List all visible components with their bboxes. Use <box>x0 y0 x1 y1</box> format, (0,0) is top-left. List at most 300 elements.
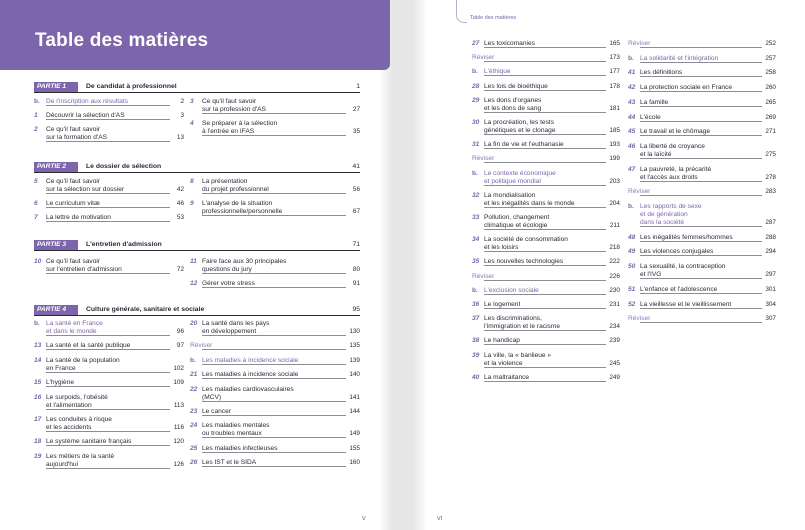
entry-title-line: Ce qu'il faut savoir <box>46 258 101 265</box>
entry-title-line: La maltraitance <box>484 373 530 381</box>
entry-rule <box>640 195 762 196</box>
chapter-number: 18 <box>34 438 42 446</box>
entry-page: 269 <box>765 113 776 121</box>
entry-rule <box>46 119 170 120</box>
entry-rule <box>640 121 762 122</box>
entry-title-line: La fin de vie et l'euthanasie <box>484 141 564 149</box>
entry-page: 260 <box>765 84 776 92</box>
part-badge: PARTIE 3 <box>34 240 78 250</box>
chapter-number: 25 <box>190 444 198 452</box>
entry-title-line: Les nouvelles technologies <box>484 258 564 266</box>
entry-rule <box>202 135 346 136</box>
toc-chapter-entry[interactable] <box>34 258 184 274</box>
entry-title-line: Réviser <box>628 40 651 47</box>
chapter-number: 47 <box>628 165 636 173</box>
entry-rule <box>202 401 346 402</box>
entry-page: 283 <box>765 188 776 196</box>
toc-chapter-entry[interactable] <box>472 119 620 135</box>
entry-title-line: Les toxicomanies <box>484 40 535 47</box>
entry-title-line: professionnelle/personnelle <box>202 208 283 215</box>
entry-rule <box>46 445 170 446</box>
page-number-left: V <box>362 516 366 522</box>
toc-chapter-entry[interactable] <box>190 258 360 274</box>
entry-title <box>202 422 338 438</box>
entry-page: 102 <box>173 364 184 372</box>
toc-chapter-entry[interactable] <box>628 263 776 279</box>
toc-chapter-entry[interactable] <box>472 315 620 331</box>
entry-page: 27 <box>352 106 360 113</box>
chapter-number: 40 <box>472 373 480 381</box>
entry-rule <box>202 273 346 274</box>
left-page <box>0 0 393 530</box>
toc-chapter-entry[interactable] <box>190 320 360 336</box>
toc-theme-entry[interactable] <box>628 203 776 227</box>
entry-title-line: Le travail et le chômage <box>640 128 711 136</box>
entry-title-line: La société de consommation <box>484 236 568 244</box>
entry-title-line: La mondialisation <box>484 191 536 199</box>
entry-page: 297 <box>765 271 776 279</box>
chapter-number: 51 <box>628 285 636 293</box>
chapter-number: 38 <box>472 337 480 345</box>
chapter-number: 42 <box>628 84 636 92</box>
entry-title-line: Réviser <box>190 342 213 350</box>
entry-title-line: La lettre de motivation <box>46 214 111 221</box>
entry-page: 135 <box>349 342 360 350</box>
entry-page: 35 <box>352 128 360 135</box>
part-badge: PARTIE 4 <box>34 305 78 315</box>
theme-marker: b. <box>472 68 478 76</box>
entry-title-line: et l'accès aux droits <box>640 173 698 181</box>
entry-page: 96 <box>176 328 184 335</box>
entry-title-line: Le logement <box>484 301 521 308</box>
chapter-number: 22 <box>190 385 198 393</box>
entry-title-line: sur la formation d'AS <box>46 134 107 141</box>
entry-rule <box>46 372 170 373</box>
entry-page: 3 <box>180 112 184 119</box>
entry-page: 231 <box>609 301 620 308</box>
entry-rule <box>484 280 606 281</box>
entry-title <box>640 166 754 182</box>
entry-title-line: et la laïcité <box>640 150 672 158</box>
toc-chapter-entry[interactable] <box>190 422 360 438</box>
toc-chapter-entry[interactable] <box>472 236 620 252</box>
entry-title-line: génétiques et le clonage <box>484 127 556 134</box>
toc-chapter-entry[interactable] <box>190 120 360 136</box>
entry-title <box>484 315 598 331</box>
entry-title-line: Les maladies à incidence sociale <box>202 371 299 379</box>
entry-title-line: du projet professionnel <box>202 186 269 193</box>
entry-page: 204 <box>609 199 620 207</box>
entry-rule <box>484 61 606 62</box>
entry-title-line: Ce qu'il faut savoir <box>46 178 101 185</box>
entry-page: 56 <box>352 186 360 193</box>
entry-title-line: sur la sélection sur dossier <box>46 186 125 193</box>
entry-title-line: Les définitions <box>640 69 683 77</box>
entry-title-line: Les maladies mentales <box>202 422 270 430</box>
entry-title-line: La procréation, les tests <box>484 119 555 126</box>
entry-title <box>484 119 598 135</box>
entry-page: 185 <box>609 127 620 134</box>
entry-page: 141 <box>349 393 360 401</box>
chapter-number: 19 <box>34 452 42 460</box>
chapter-number: 39 <box>472 351 480 359</box>
entry-title-line: La ville, la « banlieue » <box>484 351 552 359</box>
entry-title <box>202 320 338 336</box>
toc-chapter-entry[interactable] <box>34 178 184 194</box>
entry-rule <box>484 265 606 266</box>
entry-rule <box>202 349 346 350</box>
entry-title-line: et les inégalités dans le monde <box>484 199 575 207</box>
entry-title-line: et dans le monde <box>46 328 97 335</box>
entry-title <box>202 386 338 402</box>
part-title: L'entretien d'admission <box>86 241 162 248</box>
entry-title <box>46 357 162 373</box>
part-header <box>34 305 360 316</box>
entry-title <box>46 258 162 274</box>
entry-rule <box>640 278 762 279</box>
entry-title-line: Se préparer à la sélection <box>202 120 278 127</box>
entry-title-line: La santé dans les pays <box>202 320 270 327</box>
entry-page: 72 <box>176 266 184 273</box>
entry-title-line: Les violences conjugales <box>640 248 714 256</box>
toc-chapter-entry[interactable] <box>472 97 620 113</box>
entry-title-line: Faire face aux 30 principales <box>202 258 287 265</box>
theme-marker: b. <box>34 320 40 327</box>
entry-rule <box>202 215 346 216</box>
toc-chapter-entry[interactable] <box>472 192 620 208</box>
chapter-number: 4 <box>190 120 194 127</box>
entry-page: 149 <box>349 430 360 438</box>
chapter-number: 7 <box>34 214 38 221</box>
entry-title-line: La liberté de croyance <box>640 142 705 150</box>
entry-page: 2 <box>180 98 184 105</box>
entry-page: 173 <box>609 54 620 62</box>
entry-page: 304 <box>765 300 776 308</box>
part-header <box>34 162 360 173</box>
entry-title <box>640 263 754 279</box>
entry-page: 165 <box>609 40 620 47</box>
entry-rule <box>484 185 606 186</box>
entry-title-line: Réviser <box>472 155 495 163</box>
entry-title-line: Gérer votre stress <box>202 280 255 287</box>
entry-title-line: et l'IVG <box>640 271 662 279</box>
entry-page: 222 <box>609 258 620 266</box>
page-gutter-shadow <box>413 0 427 530</box>
entry-title-line: L'éthique <box>484 68 511 76</box>
entry-title-line: et les dons de sang <box>484 104 542 112</box>
entry-title-line: La solidarité et l'intégration <box>640 54 719 62</box>
entry-title-line: Ce qu'il faut savoir <box>46 126 101 133</box>
entry-title-line: Les lois de bioéthique <box>484 82 548 90</box>
entry-rule <box>640 181 762 182</box>
entry-rule <box>46 221 170 222</box>
entry-rule <box>202 437 346 438</box>
entry-rule <box>46 349 170 350</box>
toc-chapter-entry[interactable] <box>472 214 620 230</box>
entry-page: 126 <box>173 460 184 468</box>
entry-title-line: Les métiers de la santé <box>46 452 115 460</box>
entry-title-line: L'exclusion sociale <box>484 286 539 294</box>
toc-chapter-entry[interactable] <box>34 126 184 142</box>
chapter-number: 45 <box>628 128 636 136</box>
entry-rule <box>484 134 606 135</box>
entry-title <box>46 320 162 336</box>
entry-page: 120 <box>173 438 184 446</box>
entry-title-line: La vieillesse et le vieillissement <box>640 300 732 308</box>
entry-rule <box>484 367 606 368</box>
toc-theme-entry[interactable] <box>472 170 620 186</box>
entry-title-line: Le système sanitaire français <box>46 438 132 446</box>
entry-page: 97 <box>176 342 184 350</box>
entry-page: 278 <box>765 173 776 181</box>
toc-chapter-entry[interactable] <box>34 416 184 432</box>
entry-rule <box>484 344 606 345</box>
entry-title-line: Les discriminations, <box>484 315 542 323</box>
toc-chapter-entry[interactable] <box>190 98 360 114</box>
part-page: 1 <box>356 83 360 90</box>
chapter-number: 50 <box>628 263 636 271</box>
entry-title <box>484 97 598 113</box>
entry-title-line: L'hygiène <box>46 379 75 387</box>
part-page: 41 <box>352 163 360 170</box>
chapter-number: 31 <box>472 141 480 149</box>
entry-rule <box>484 207 606 208</box>
chapter-number: 21 <box>190 371 198 379</box>
chapter-number: 10 <box>34 258 42 265</box>
entry-title-line: Réviser <box>472 272 495 280</box>
chapter-number: 29 <box>472 96 480 104</box>
theme-marker: b. <box>628 203 634 210</box>
toc-chapter-entry[interactable] <box>190 386 360 402</box>
right-page <box>413 0 805 530</box>
entry-title-line: et l'alimentation <box>46 401 92 409</box>
entry-title-line: Les maladies à incidence sociale <box>202 356 299 364</box>
entry-title-line: Les dons d'organes <box>484 96 542 104</box>
entry-title-line: questions du jury <box>202 266 252 273</box>
chapter-number: 24 <box>190 422 198 430</box>
entry-title <box>202 120 338 136</box>
chapter-number: 46 <box>628 142 636 150</box>
entry-title-line: La pauvreté, la précarité <box>640 165 712 173</box>
chapter-number: 43 <box>628 98 636 106</box>
part-page: 71 <box>352 241 360 248</box>
chapter-number: 20 <box>190 320 198 327</box>
chapter-number: 8 <box>190 178 194 185</box>
toc-theme-entry[interactable] <box>34 320 184 336</box>
chapter-number: 30 <box>472 119 480 126</box>
entry-rule <box>640 91 762 92</box>
entry-title-line: Le contexte économique <box>484 169 556 177</box>
entry-title-line: Réviser <box>628 188 651 196</box>
entry-page: 113 <box>173 401 184 409</box>
chapter-number: 1 <box>34 112 38 119</box>
entry-title-line: Réviser <box>628 315 651 323</box>
entry-page: 287 <box>765 219 776 226</box>
chapter-number: 34 <box>472 236 480 244</box>
chapter-number: 27 <box>472 40 480 47</box>
entry-rule <box>484 294 606 295</box>
entry-rule <box>640 255 762 256</box>
entry-page: 140 <box>349 371 360 379</box>
entry-rule <box>640 226 762 227</box>
entry-title-line: et les accidents <box>46 424 92 431</box>
theme-marker: b. <box>628 54 634 62</box>
chapter-number: 16 <box>34 393 42 401</box>
entry-title <box>202 258 338 274</box>
part-page: 95 <box>352 306 360 313</box>
entry-title-line: Les rapports de sexe <box>640 203 702 210</box>
entry-title-line: Réviser <box>472 54 495 62</box>
entry-rule <box>640 76 762 77</box>
entry-title-line: Les maladies cardiovasculaires <box>202 385 294 393</box>
entry-title-line: L'école <box>640 113 661 121</box>
entry-page: 301 <box>765 285 776 293</box>
entry-title-line: Le curriculum vitæ <box>46 200 100 207</box>
entry-rule <box>46 335 170 336</box>
entry-rule <box>202 364 346 365</box>
entry-rule <box>484 308 606 309</box>
entry-rule <box>484 162 606 163</box>
entry-rule <box>484 148 606 149</box>
toc-chapter-entry[interactable] <box>190 178 360 194</box>
entry-rule <box>484 229 606 230</box>
entry-title-line: La santé et la santé publique <box>46 342 131 350</box>
entry-title <box>46 126 162 142</box>
chapter-number: 13 <box>34 342 42 350</box>
chapter-number: 26 <box>190 459 198 467</box>
entry-title-line: aujourd'hui <box>46 460 79 468</box>
entry-title-line: climatique et écologie <box>484 222 548 229</box>
entry-page: 258 <box>765 69 776 77</box>
entry-rule <box>202 452 346 453</box>
entry-rule <box>484 330 606 331</box>
part-title: Culture générale, sanitaire et sociale <box>86 306 205 313</box>
part-title: De candidat à professionnel <box>86 83 177 90</box>
entry-title <box>484 214 598 230</box>
theme-marker: b. <box>190 356 196 364</box>
toc-chapter-entry[interactable] <box>34 394 184 410</box>
entry-page: 226 <box>609 272 620 280</box>
entry-title <box>202 98 338 114</box>
entry-rule <box>202 193 346 194</box>
toc-chapter-entry[interactable] <box>34 357 184 373</box>
entry-title-line: en France <box>46 364 76 372</box>
chapter-number: 9 <box>190 200 194 207</box>
chapter-number: 3 <box>190 98 194 105</box>
entry-title-line: Pollution, changement <box>484 214 550 221</box>
entry-rule <box>640 322 762 323</box>
entry-title-line: et les loisirs <box>484 244 519 252</box>
chapter-number: 41 <box>628 69 636 77</box>
entry-page: 155 <box>349 444 360 452</box>
entry-rule <box>46 431 170 432</box>
chapter-number: 49 <box>628 248 636 256</box>
entry-title-line: sur l'entretien d'admission <box>46 266 122 273</box>
entry-rule <box>484 381 606 382</box>
entry-rule <box>484 47 606 48</box>
chapter-number: 23 <box>190 408 198 415</box>
chapter-number: 28 <box>472 82 480 90</box>
entry-title <box>46 394 162 410</box>
entry-title-line: Les maladies infectieuses <box>202 444 278 452</box>
page-gutter-shadow <box>379 0 393 530</box>
entry-title-line: Les inégalités femmes/hommes <box>640 233 733 241</box>
entry-page: 109 <box>173 379 184 387</box>
entry-page: 234 <box>609 323 620 331</box>
header-decoration <box>456 0 467 23</box>
entry-title-line: Les conduites à risque <box>46 416 112 423</box>
theme-marker: b. <box>472 169 478 177</box>
entry-rule <box>202 378 346 379</box>
entry-page: 53 <box>176 214 184 221</box>
entry-rule <box>640 158 762 159</box>
entry-page: 177 <box>609 68 620 76</box>
entry-title-line: Les IST et le SIDA <box>202 459 257 467</box>
entry-title <box>202 200 338 216</box>
entry-title <box>202 178 338 194</box>
part-badge: PARTIE 2 <box>34 162 78 172</box>
entry-rule <box>202 113 346 114</box>
entry-page: 91 <box>352 280 360 287</box>
entry-page: 245 <box>609 359 620 367</box>
entry-page: 144 <box>349 408 360 415</box>
running-header: Table des matières <box>470 15 517 21</box>
entry-title-line: (MCV) <box>202 393 222 401</box>
entry-page: 239 <box>609 337 620 345</box>
chapter-number: 48 <box>628 233 636 241</box>
entry-rule <box>46 273 170 274</box>
entry-page: 193 <box>609 141 620 149</box>
toc-chapter-entry[interactable] <box>34 453 184 469</box>
entry-title-line: et politique mondial <box>484 177 541 185</box>
entry-page: 211 <box>609 222 620 229</box>
toc-chapter-entry[interactable] <box>190 200 360 216</box>
toc-chapter-entry[interactable] <box>472 352 620 368</box>
entry-page: 80 <box>352 266 360 273</box>
entry-page: 265 <box>765 98 776 106</box>
toc-chapter-entry[interactable] <box>628 143 776 159</box>
entry-rule <box>640 135 762 136</box>
entry-title <box>46 453 162 469</box>
entry-page: 294 <box>765 248 776 256</box>
entry-title-line: La présentation <box>202 178 248 185</box>
entry-page: 288 <box>765 233 776 241</box>
entry-title-line: La protection sociale en France <box>640 84 733 92</box>
chapter-number: 6 <box>34 200 38 207</box>
toc-chapter-entry[interactable] <box>628 166 776 182</box>
entry-title <box>46 178 162 194</box>
chapter-number: 12 <box>190 280 198 287</box>
entry-rule <box>46 468 170 469</box>
entry-page: 257 <box>765 54 776 62</box>
chapter-number: 52 <box>628 300 636 308</box>
entry-rule <box>202 415 346 416</box>
entry-rule <box>640 308 762 309</box>
chapter-number: 36 <box>472 301 480 308</box>
entry-title-line: Le surpoids, l'obésité <box>46 393 108 401</box>
entry-page: 230 <box>609 286 620 294</box>
entry-title-line: et de génération <box>640 211 688 218</box>
entry-page: 203 <box>609 177 620 185</box>
entry-title <box>46 416 162 432</box>
entry-title <box>484 170 598 186</box>
part-title: Le dossier de sélection <box>86 163 162 170</box>
entry-title-line: La sexualité, la contraception <box>640 263 726 271</box>
entry-rule <box>46 141 170 142</box>
entry-rule <box>484 75 606 76</box>
chapter-number: 35 <box>472 258 480 266</box>
entry-rule <box>640 62 762 63</box>
